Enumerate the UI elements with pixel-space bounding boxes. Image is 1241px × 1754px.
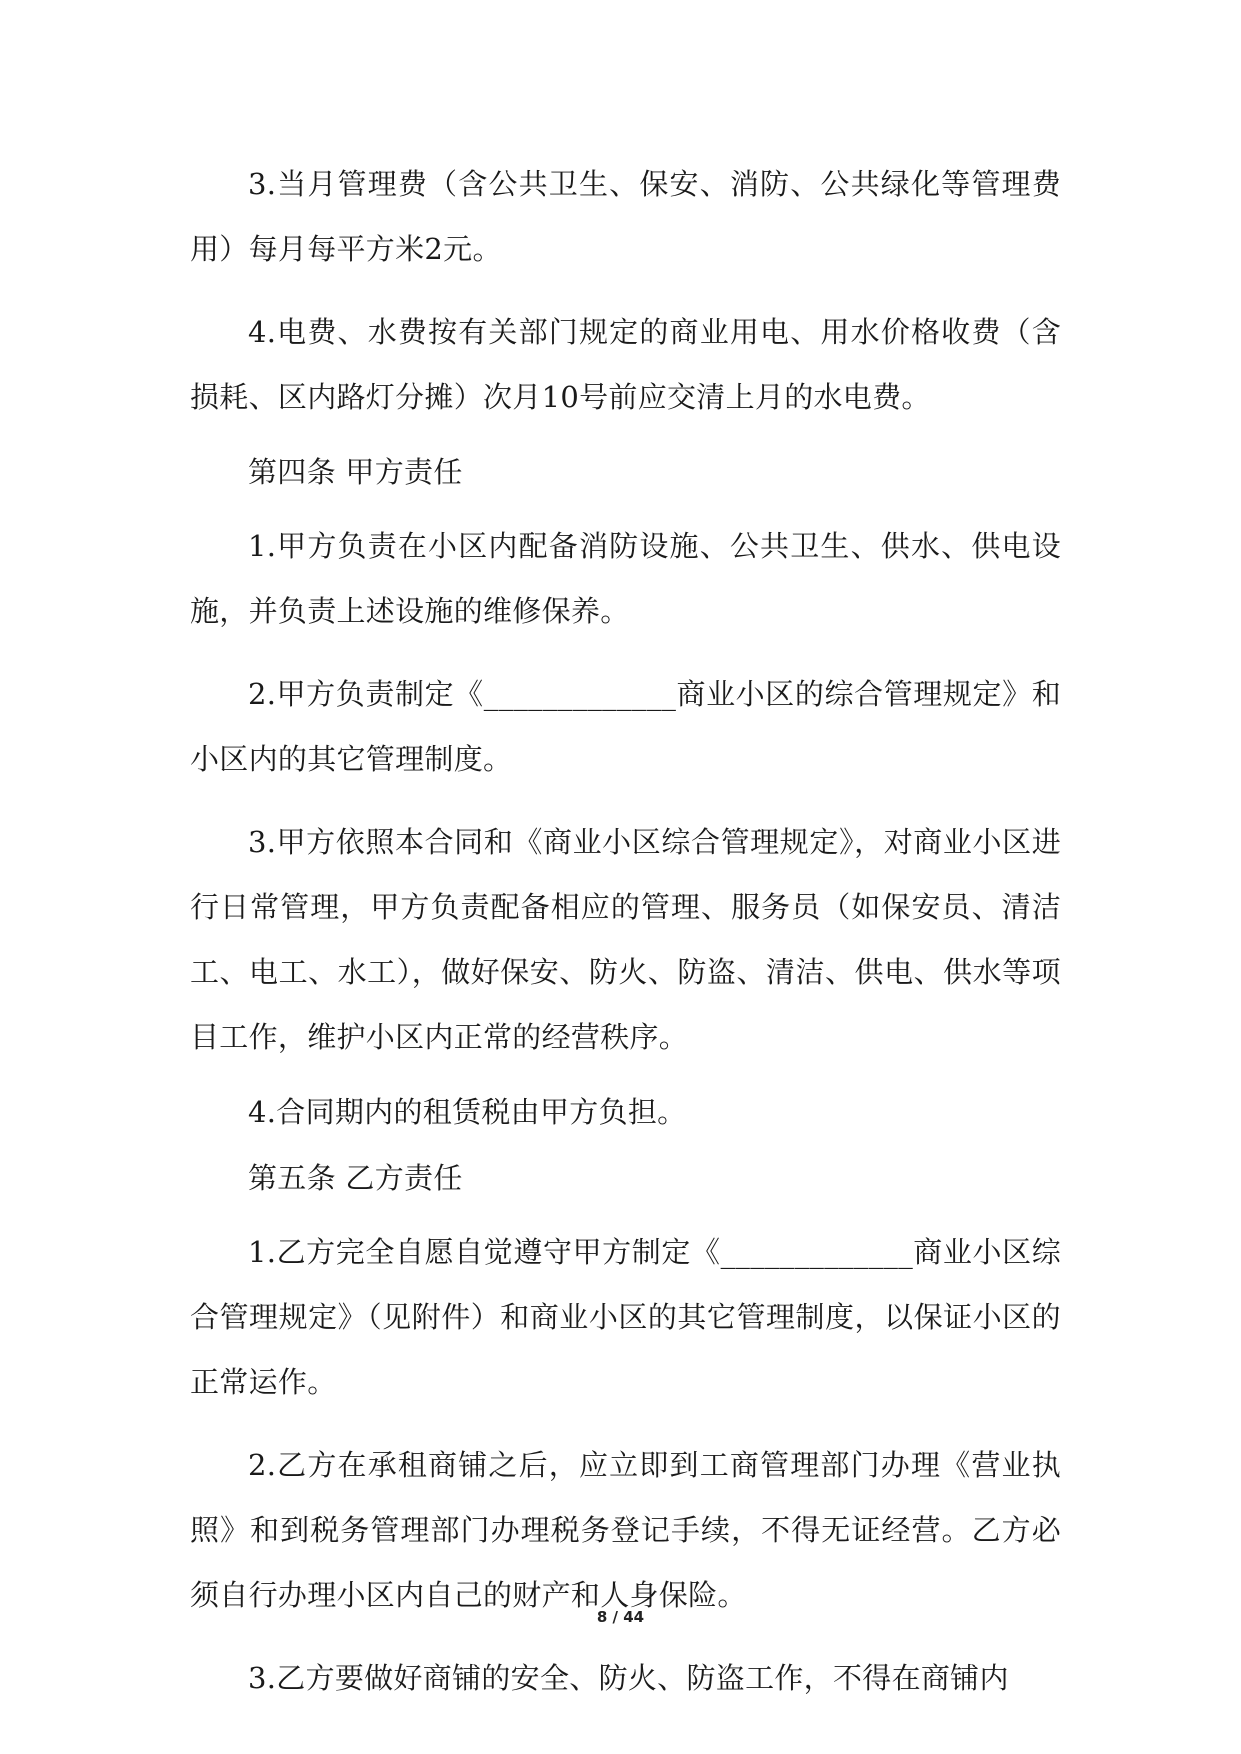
paragraph-party-a-4: 4.合同期内的租赁税由甲方负担。 xyxy=(248,1095,687,1129)
paragraph-party-b-3: 3.乙方要做好商铺的安全、防火、防盗工作，不得在商铺内 xyxy=(248,1661,1009,1695)
section-heading-party-a: 第四条 甲方责任 xyxy=(248,455,463,489)
paragraph-management-fee: 3.当月管理费（含公共卫生、保安、消防、公共绿化等管理费用）每月每平方米2元。 xyxy=(190,167,1061,266)
paragraph-party-b-2: 2.乙方在承租商铺之后，应立即到工商管理部门办理《营业执照》和到税务管理部门办理税务登记手续，不得无证经营。乙方必须自行办理小区内自己的财产和人身保险。 xyxy=(190,1448,1061,1612)
page-number: 8 / 44 xyxy=(596,1608,645,1626)
paragraph-party-a-1: 1.甲方负责在小区内配备消防设施、公共卫生、供水、供电设施，并负责上述设施的维修保养。 xyxy=(190,529,1061,628)
paragraph-utility-fee: 4.电费、水费按有关部门规定的商业用电、用水价格收费（含损耗、区内路灯分摊）次月10号前应交清上月的水电费。 xyxy=(190,315,1061,414)
paragraph-party-b-1: 1.乙方完全自愿自觉遵守甲方制定《_____________商业小区综合管理规定》（见附件）和商业小区的其它管理制度，以保证小区的正常运作。 xyxy=(190,1235,1061,1399)
document-body xyxy=(190,152,1061,1729)
section-heading-party-b: 第五条 乙方责任 xyxy=(248,1161,463,1195)
paragraph-party-a-2: 2.甲方负责制定《_____________商业小区的综合管理规定》和小区内的其它管理制度。 xyxy=(190,677,1061,776)
paragraph-party-a-3: 3.甲方依照本合同和《商业小区综合管理规定》，对商业小区进行日常管理，甲方负责配备相应的管理、服务员（如保安员、清洁工、电工、水工），做好保安、防火、防盗、清洁、供电、供水等项目工作，维护小区内正常的经营秩序。 xyxy=(190,825,1061,1054)
